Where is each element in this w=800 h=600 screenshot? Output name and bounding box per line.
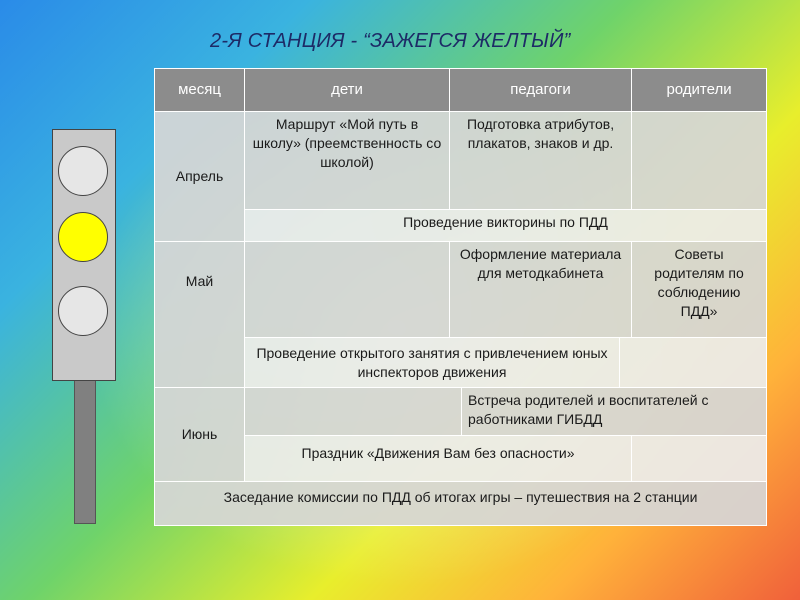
april-parents-cell xyxy=(632,112,767,210)
plan-table xyxy=(154,68,767,526)
header-children: дети xyxy=(245,69,450,112)
may-open-lesson-cell: Проведение открытого занятия с привлечением юных инспекторов движения xyxy=(245,338,620,388)
june-children-empty xyxy=(245,388,462,436)
may-open-lesson-empty xyxy=(620,338,767,388)
may-parents-cell: Советы родителям по соблюдению ПДД» xyxy=(632,242,767,338)
month-cell-june: Июнь xyxy=(155,388,245,482)
may-teachers-cell: Оформление материала для методкабинета xyxy=(450,242,632,338)
april-children-cell: Маршрут «Мой путь в школу» (преемственность со школой) xyxy=(245,112,450,210)
commission-cell: Заседание комиссии по ПДД об итогах игры – путешествия на 2 станции xyxy=(155,482,767,526)
april-quiz-cell: Проведение викторины по ПДД xyxy=(245,210,767,242)
may-children-cell xyxy=(245,242,450,338)
red-lamp-icon xyxy=(58,146,108,196)
table-row xyxy=(155,242,767,338)
traffic-light-body xyxy=(52,129,116,381)
yellow-lamp-icon xyxy=(58,212,108,262)
month-cell-may: Май xyxy=(155,242,245,388)
month-cell-april: Апрель xyxy=(155,112,245,242)
table-row xyxy=(155,482,767,526)
table-row xyxy=(155,210,767,242)
table-header-row xyxy=(155,69,767,112)
april-teachers-cell: Подготовка атрибутов, плакатов, знаков и др. xyxy=(450,112,632,210)
header-teachers: педагоги xyxy=(450,69,632,112)
table-row xyxy=(155,112,767,210)
header-month: месяц xyxy=(155,69,245,112)
green-lamp-icon xyxy=(58,286,108,336)
june-holiday-cell: Праздник «Движения Вам без опасности» xyxy=(245,436,632,482)
page-title: 2-Я СТАНЦИЯ - “ЗАЖЕГСЯ ЖЕЛТЫЙ” xyxy=(210,30,571,52)
june-meeting-cell: Встреча родителей и воспитателей с работниками ГИБДД xyxy=(462,388,767,436)
header-parents: родители xyxy=(632,69,767,112)
traffic-light-pole xyxy=(74,380,96,524)
table-row xyxy=(155,388,767,436)
table-row xyxy=(155,338,767,388)
table-row xyxy=(155,436,767,482)
june-holiday-empty xyxy=(632,436,767,482)
